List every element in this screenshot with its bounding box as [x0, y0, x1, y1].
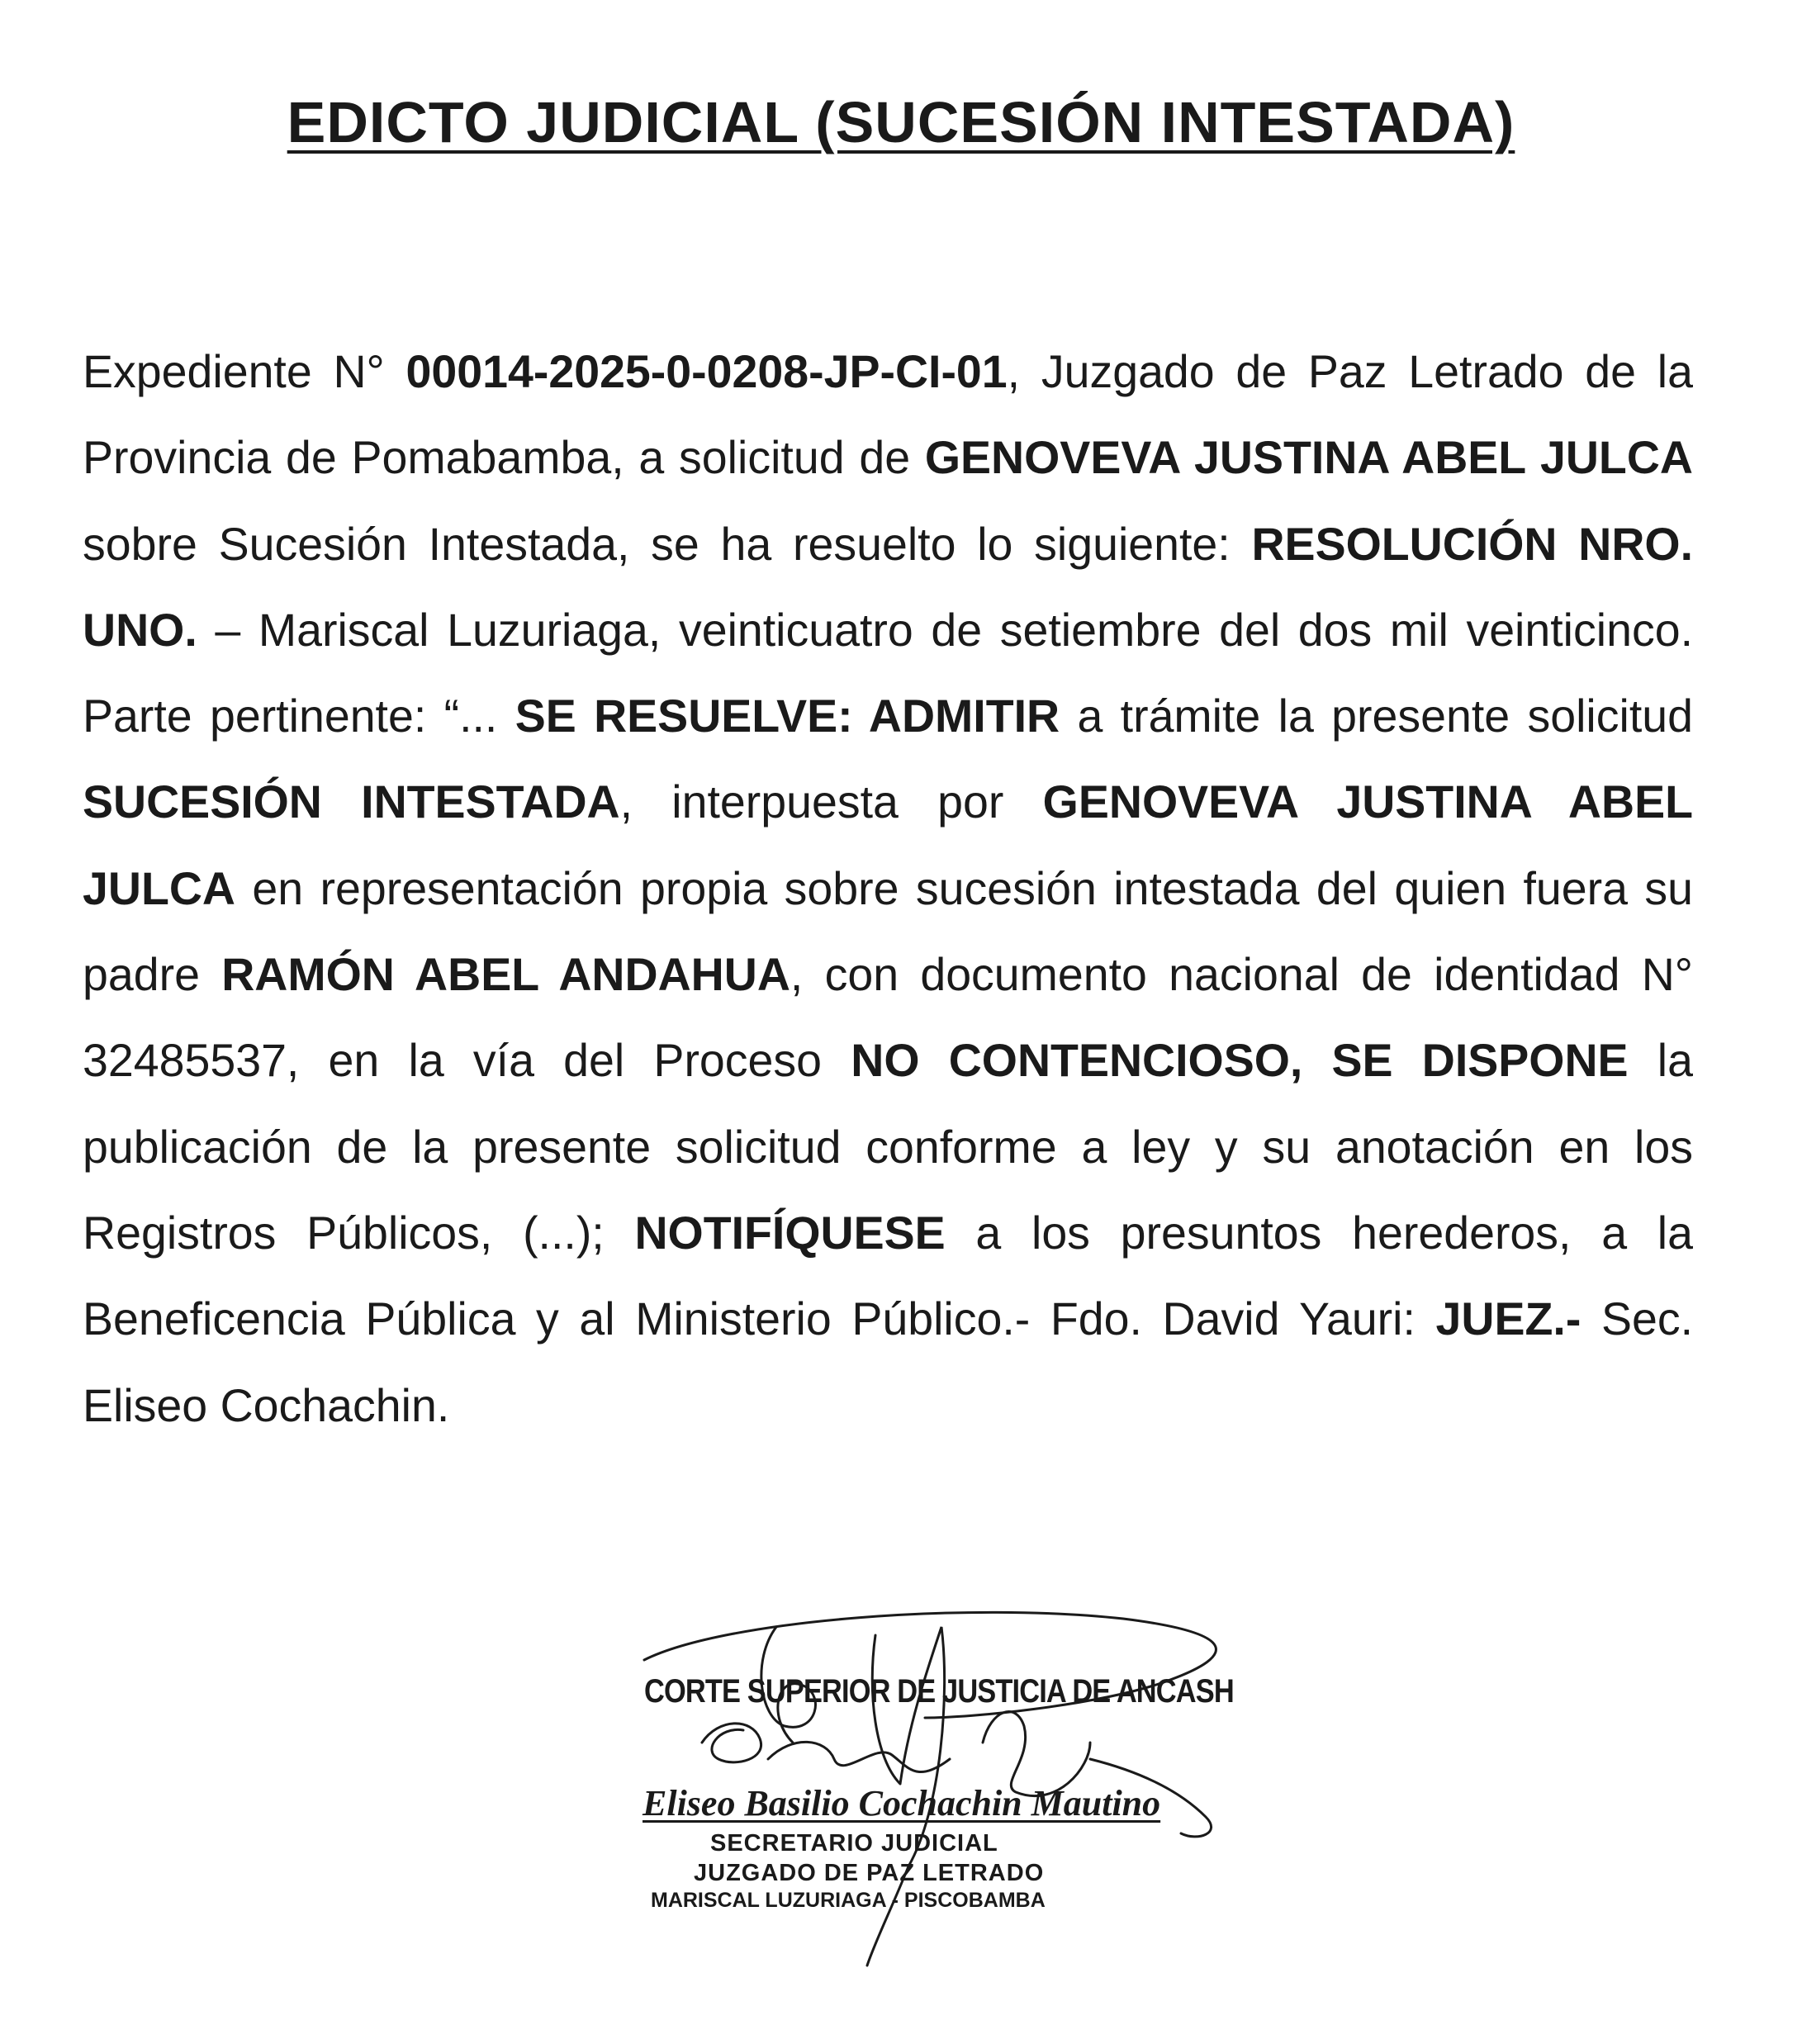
body-bold-run: 00014-2025-0-0208-JP-CI-01 — [405, 346, 1008, 397]
body-text-run: a los presuntos herederos, a la Beneficencia Pública y al Ministerio Público.- Fdo. David Yauri: — [83, 1207, 1693, 1345]
body-bold-run: GENOVEVA JUSTINA ABEL JULCA — [924, 432, 1693, 484]
edict-body — [83, 329, 1693, 1449]
body-bold-run: RAMÓN ABEL ANDAHUA — [221, 949, 790, 1001]
body-bold-run: RESOLUCIÓN NRO. UNO. — [83, 518, 1693, 656]
body-bold-run: SUCESIÓN INTESTADA — [83, 776, 620, 828]
body-text-run: en representación propia sobre sucesión intestada del quien fuera su padre — [83, 862, 1693, 1001]
body-text-run: Sec. Eliseo Cochachin. — [83, 1293, 1693, 1431]
document-title-text: EDICTO JUDICIAL (SUCESIÓN INTESTADA) — [287, 90, 1515, 154]
document-title — [0, 89, 1802, 155]
body-bold-run: JUEZ.- — [1435, 1293, 1581, 1345]
body-bold-run: NO CONTENCIOSO, SE DISPONE — [851, 1035, 1629, 1087]
stamp-location: MARISCAL LUZURIAGA - PISCOBAMBA — [651, 1889, 1046, 1912]
stamp-position: SECRETARIO JUDICIAL — [710, 1830, 998, 1857]
stamp-office: JUZGADO DE PAZ LETRADO — [694, 1860, 1045, 1886]
body-bold-run: GENOVEVA JUSTINA ABEL JULCA — [83, 776, 1694, 914]
body-text-run: , con documento nacional de identidad N° 32485537, en la vía del Proceso — [83, 949, 1693, 1087]
body-text-run: , interpuesta por — [619, 776, 1043, 828]
body-bold-run: SE RESUELVE: ADMITIR — [515, 690, 1060, 742]
body-text-run: sobre Sucesión Intestada, se ha resuelto lo siguiente: — [83, 518, 1252, 570]
body-text-run: Expediente N° — [83, 346, 406, 397]
body-text-run: la publicación de la presente solicitud conforme a ley y su anotación en los Registros Públicos, (...); — [83, 1035, 1694, 1259]
signature-stamp — [628, 1594, 1288, 1982]
stamp-signatory-name: Eliseo Basilio Cochachin Mautino — [643, 1783, 1161, 1823]
stamp-court-name: CORTE SUPERIOR DE JUSTICIA DE ANCASH — [644, 1673, 1234, 1710]
body-text-run: – Mariscal Luzuriaga, veinticuatro de setiembre del dos mil veinticinco. Parte pertinente: “... — [83, 604, 1693, 742]
body-text-run: a trámite la presente solicitud — [1060, 690, 1693, 742]
body-bold-run: NOTIFÍQUESE — [634, 1207, 946, 1259]
body-text-run: , Juzgado de Paz Letrado de la Provincia de Pomabamba, a solicitud de — [83, 346, 1693, 484]
